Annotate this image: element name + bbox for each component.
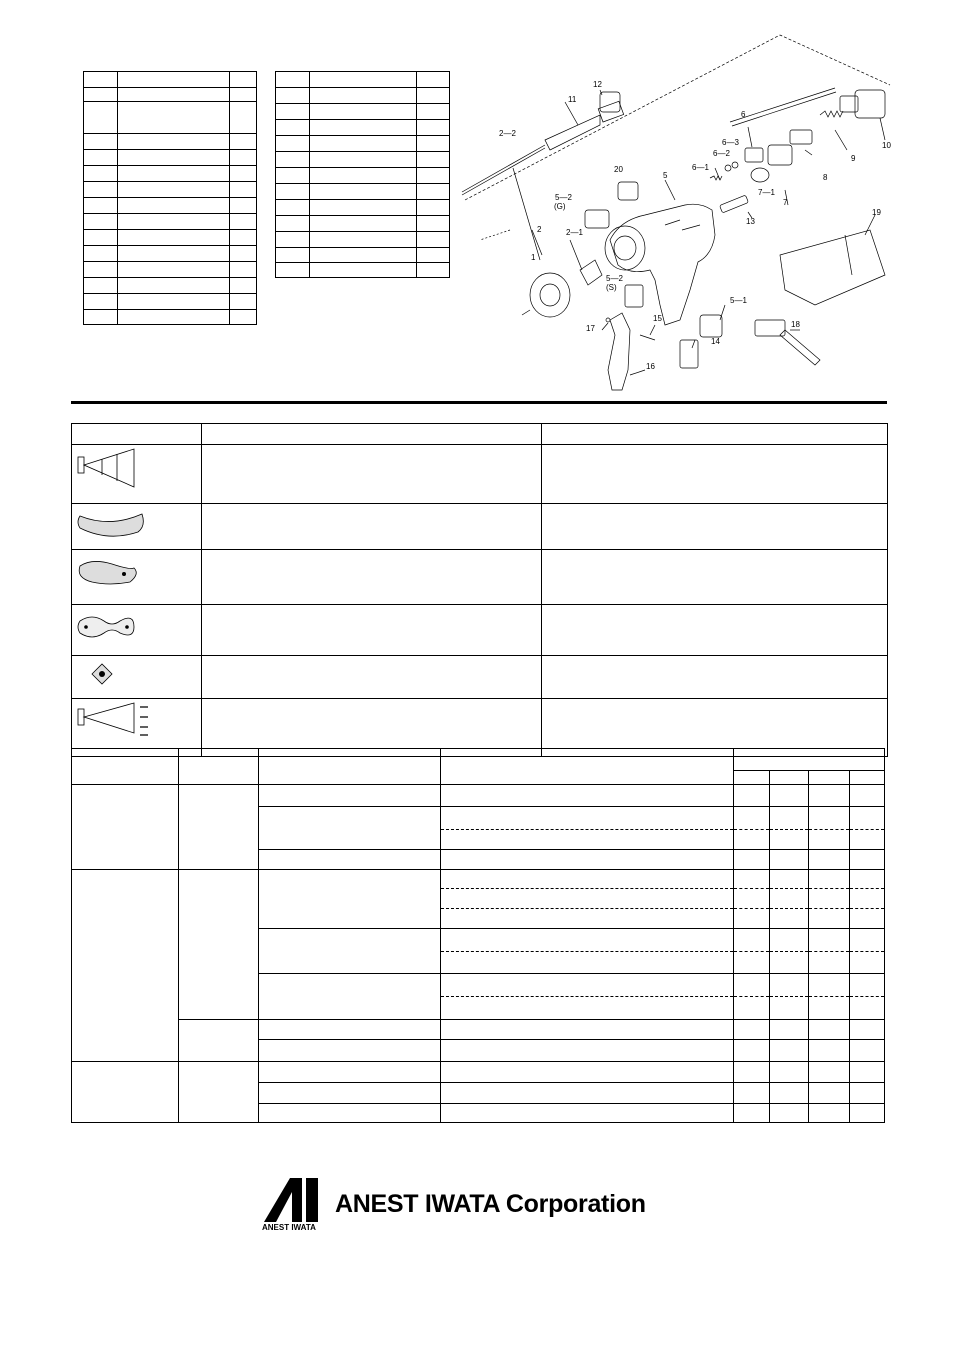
callout-label: 19: [872, 208, 881, 217]
callout-label: 20: [614, 165, 623, 174]
callout-label: 11: [568, 95, 577, 104]
callout-label: 5—2: [606, 274, 623, 283]
callout-label: (S): [606, 283, 617, 292]
callout-label: 7: [783, 198, 788, 207]
company-name: ANEST IWATA Corporation: [335, 1190, 646, 1218]
callout-label: 6—3: [722, 138, 739, 147]
section-divider: [71, 401, 887, 404]
callout-label: 6—1: [692, 163, 709, 172]
split-pattern-icon: [72, 605, 201, 650]
callout-label: 16: [646, 362, 655, 371]
callout-label: 6—2: [713, 149, 730, 158]
callout-label: (G): [554, 202, 566, 211]
callout-label: 2: [537, 225, 542, 234]
callout-label: 8: [823, 173, 828, 182]
callout-label: 9: [851, 154, 856, 163]
parts-list-table-left: [83, 71, 257, 325]
heavy-end-pattern-icon: [72, 550, 201, 599]
callout-label: 6: [741, 110, 746, 119]
center-heavy-pattern-icon: [72, 656, 201, 693]
exploded-view-diagram: [450, 30, 900, 405]
parts-list-table-right: [275, 71, 450, 278]
spray-pattern-table: [71, 423, 888, 757]
callout-label: 12: [593, 80, 602, 89]
callout-label: 5—1: [730, 296, 747, 305]
crescent-pattern-icon: [72, 504, 201, 544]
callout-label: 15: [653, 314, 662, 323]
callout-label: 7—1: [758, 188, 775, 197]
callout-label: 5—2: [555, 193, 572, 202]
callout-label: 13: [746, 217, 755, 226]
callout-label: 1: [531, 253, 536, 262]
callout-label: 14: [711, 337, 720, 346]
callout-label: 17: [586, 324, 595, 333]
specifications-table: [71, 748, 885, 1123]
callout-label: 2—2: [499, 129, 516, 138]
fluttering-pattern-icon: [72, 699, 201, 751]
callout-label: 2—1: [566, 228, 583, 237]
logo-mark-text: ANEST IWATA: [262, 1223, 316, 1232]
callout-label: 18: [791, 320, 800, 329]
anest-iwata-logo-mark: [262, 1178, 322, 1223]
full-cone-pattern-icon: [72, 445, 201, 498]
callout-label: 5: [663, 171, 668, 180]
callout-label: 10: [882, 141, 891, 150]
